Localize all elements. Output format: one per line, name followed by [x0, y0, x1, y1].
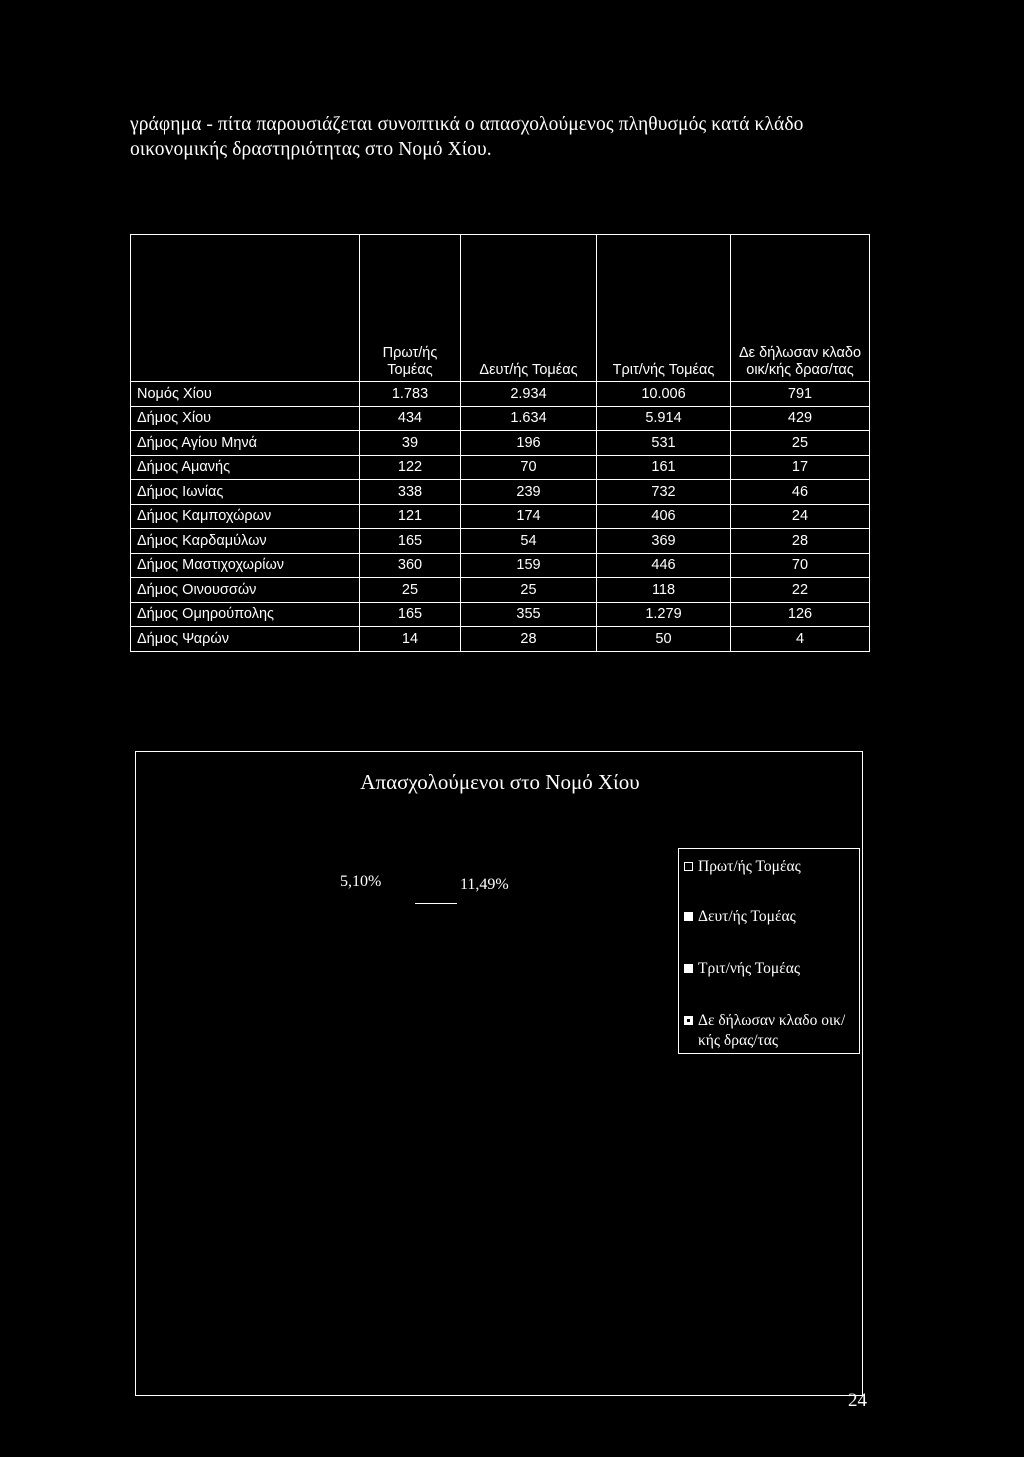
cell-primary: 25 — [360, 578, 461, 603]
header-empty — [131, 235, 360, 382]
cell-undeclared: 46 — [731, 480, 870, 505]
legend-label: Πρωτ/ής Τομέας — [698, 858, 801, 875]
table-row — [131, 455, 870, 480]
chart-title: Απασχολούμενοι στο Νομό Χίου — [360, 770, 640, 794]
row-name: Δήμος Ομηρούπολης — [131, 602, 360, 627]
cell-tertiary: 531 — [597, 431, 731, 456]
cell-primary: 434 — [360, 406, 461, 431]
row-name: Δήμος Καρδαμύλων — [131, 529, 360, 554]
row-name: Δήμος Καμποχώρων — [131, 504, 360, 529]
legend-swatch-pattern-icon — [684, 1016, 693, 1025]
cell-primary: 122 — [360, 455, 461, 480]
cell-secondary: 70 — [461, 455, 597, 480]
cell-secondary: 196 — [461, 431, 597, 456]
row-name: Δήμος Αμανής — [131, 455, 360, 480]
table-row — [131, 553, 870, 578]
row-name: Δήμος Μαστιχοχωρίων — [131, 553, 360, 578]
cell-undeclared: 4 — [731, 627, 870, 652]
cell-undeclared: 70 — [731, 553, 870, 578]
legend-item — [684, 907, 796, 927]
cell-primary: 360 — [360, 553, 461, 578]
cell-primary: 165 — [360, 529, 461, 554]
cell-secondary: 54 — [461, 529, 597, 554]
row-name: Νομός Χίου — [131, 382, 360, 407]
chart-legend — [678, 848, 860, 1054]
table-header-row — [131, 235, 870, 382]
pie-leader-line — [415, 903, 457, 904]
cell-secondary: 355 — [461, 602, 597, 627]
cell-tertiary: 118 — [597, 578, 731, 603]
row-name: Δήμος Οινουσσών — [131, 578, 360, 603]
cell-undeclared: 126 — [731, 602, 870, 627]
cell-tertiary: 10.006 — [597, 382, 731, 407]
cell-secondary: 25 — [461, 578, 597, 603]
legend-item — [684, 1011, 856, 1051]
row-name: Δήμος Χίου — [131, 406, 360, 431]
table-row — [131, 529, 870, 554]
cell-primary: 1.783 — [360, 382, 461, 407]
legend-label: Τριτ/νής Τομέας — [698, 960, 800, 977]
cell-secondary: 174 — [461, 504, 597, 529]
cell-secondary: 159 — [461, 553, 597, 578]
legend-swatch-outline-icon — [684, 862, 693, 871]
cell-tertiary: 161 — [597, 455, 731, 480]
cell-primary: 338 — [360, 480, 461, 505]
cell-primary: 14 — [360, 627, 461, 652]
pie-label-secondary: 11,49% — [460, 876, 509, 893]
cell-tertiary: 732 — [597, 480, 731, 505]
table-row — [131, 602, 870, 627]
cell-tertiary: 5.914 — [597, 406, 731, 431]
header-undeclared: Δε δήλωσαν κλαδο οικ/κής δρασ/τας — [731, 235, 870, 382]
cell-tertiary: 369 — [597, 529, 731, 554]
table-row — [131, 480, 870, 505]
intro-paragraph: γράφημα - πίτα παρουσιάζεται συνοπτικά ο απασχολούμενος πληθυσμός κατά κλάδο οικονομικής δραστηριότητας στο Νομό Χίου. — [130, 114, 804, 160]
cell-tertiary: 1.279 — [597, 602, 731, 627]
table-row — [131, 627, 870, 652]
header-tertiary: Τριτ/νής Τομέας — [597, 235, 731, 382]
cell-primary: 39 — [360, 431, 461, 456]
table-row — [131, 382, 870, 407]
legend-label: Δευτ/ής Τομέας — [698, 908, 796, 925]
legend-label: Δε δήλωσαν κλαδο οικ/κής δρας/τας — [698, 1012, 846, 1049]
cell-undeclared: 22 — [731, 578, 870, 603]
table-row — [131, 504, 870, 529]
page-number: 24 — [848, 1390, 867, 1411]
cell-secondary: 2.934 — [461, 382, 597, 407]
cell-secondary: 239 — [461, 480, 597, 505]
row-name: Δήμος Ψαρών — [131, 627, 360, 652]
header-primary: Πρωτ/ής Τομέας — [360, 235, 461, 382]
cell-tertiary: 50 — [597, 627, 731, 652]
cell-undeclared: 24 — [731, 504, 870, 529]
cell-primary: 121 — [360, 504, 461, 529]
cell-undeclared: 17 — [731, 455, 870, 480]
cell-undeclared: 25 — [731, 431, 870, 456]
employment-table — [130, 234, 870, 652]
row-name: Δήμος Αγίου Μηνά — [131, 431, 360, 456]
cell-tertiary: 446 — [597, 553, 731, 578]
cell-primary: 165 — [360, 602, 461, 627]
cell-undeclared: 791 — [731, 382, 870, 407]
legend-item — [684, 959, 800, 979]
pie-label-primary: 5,10% — [340, 873, 382, 890]
cell-undeclared: 28 — [731, 529, 870, 554]
cell-secondary: 1.634 — [461, 406, 597, 431]
legend-item — [684, 857, 801, 877]
table-row — [131, 578, 870, 603]
cell-undeclared: 429 — [731, 406, 870, 431]
legend-swatch-solid-icon — [684, 964, 693, 973]
row-name: Δήμος Ιωνίας — [131, 480, 360, 505]
table-row — [131, 431, 870, 456]
cell-secondary: 28 — [461, 627, 597, 652]
header-secondary: Δευτ/ής Τομέας — [461, 235, 597, 382]
cell-tertiary: 406 — [597, 504, 731, 529]
legend-swatch-solid-icon — [684, 912, 693, 921]
table-row — [131, 406, 870, 431]
